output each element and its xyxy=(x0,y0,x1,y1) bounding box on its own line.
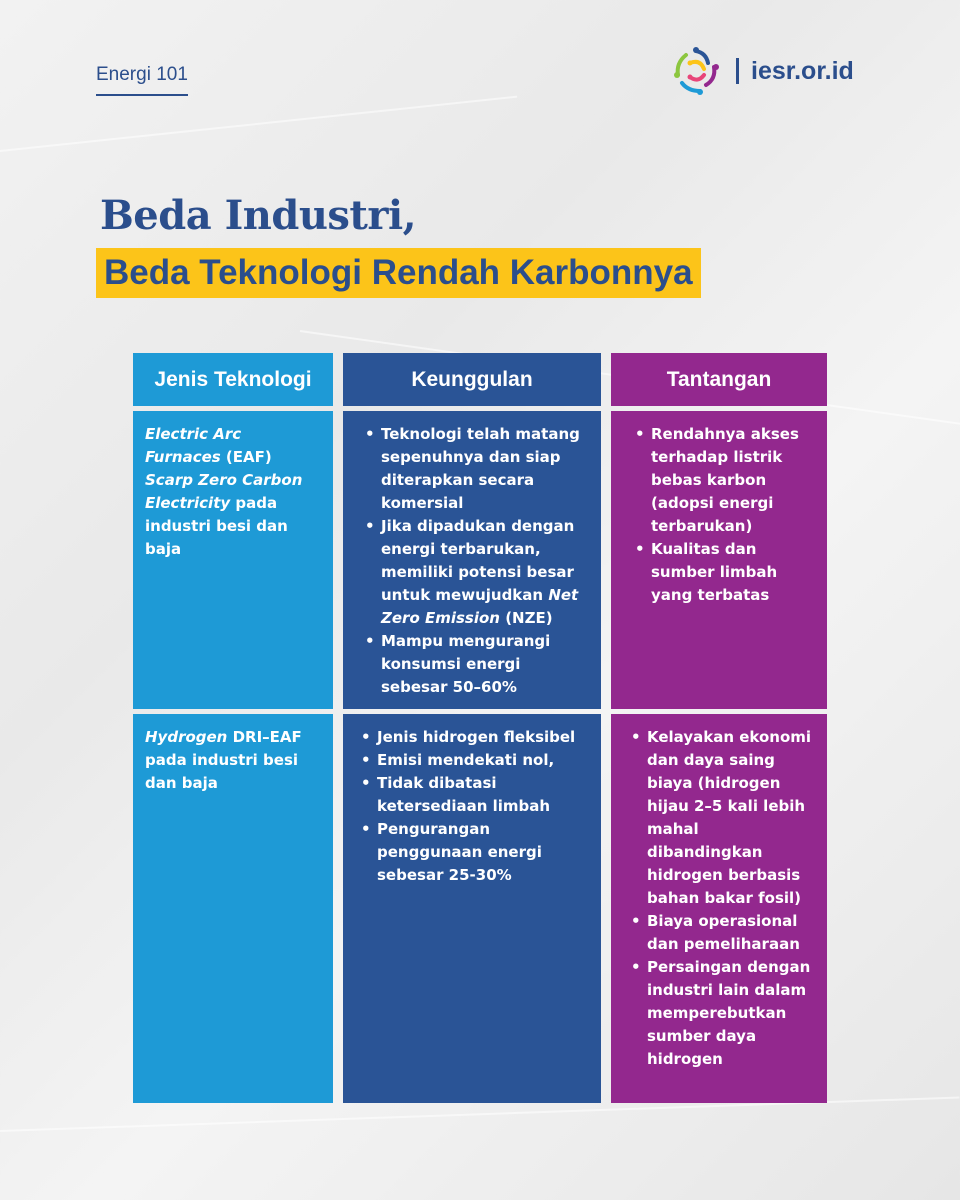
brand xyxy=(670,46,854,96)
header-jenis-teknologi xyxy=(133,353,333,406)
header-label: Tantangan xyxy=(666,367,772,391)
row1-technology xyxy=(133,411,333,709)
site-url[interactable]: iesr.or.id xyxy=(751,56,854,85)
list-item: • Persaingan dengan industri lain dalam memperebutkan sumber daya hidrogen xyxy=(631,956,817,1071)
list-item: • Mampu mengurangi konsumsi energi sebesar 50–60% xyxy=(365,630,587,699)
challenges-list xyxy=(635,423,815,607)
row2-technology xyxy=(133,714,333,1103)
advantages-list xyxy=(365,423,587,699)
list-item xyxy=(365,515,587,630)
tech-name-italic: Hydrogen xyxy=(145,728,228,746)
challenges-list xyxy=(631,726,817,1071)
list-item: • Rendahnya akses terhadap listrik bebas karbon (adopsi energi terbarukan) xyxy=(635,423,815,538)
header-label: Keunggulan xyxy=(411,367,533,391)
list-item-italic: Net Zero Emission xyxy=(381,586,579,627)
brand-separator xyxy=(736,58,739,84)
row2-challenges xyxy=(611,714,827,1103)
row1-advantages xyxy=(343,411,601,709)
title-line-2-highlight xyxy=(96,248,701,298)
tech-text: (EAF) xyxy=(220,448,272,466)
tech-text: DRI–EAF pada industri besi dan baja xyxy=(145,728,302,792)
iesr-logo-icon xyxy=(670,45,722,97)
header-tantangan xyxy=(611,353,827,406)
list-item: • Jenis hidrogen fleksibel xyxy=(361,726,587,749)
title-line-2: Beda Teknologi Rendah Karbonnya xyxy=(104,253,693,292)
title-line-1: Beda Industri, xyxy=(100,192,417,239)
list-item-text: Jika dipadukan dengan energi terbarukan, memiliki potensi besar untuk mewujudkan xyxy=(381,517,575,604)
list-item: • Tidak dibatasi ketersediaan limbah xyxy=(361,772,587,818)
list-item: • Emisi mendekati nol, xyxy=(361,749,587,772)
tech-name-italic: Electric Arc Furnaces xyxy=(145,425,242,466)
row2-advantages xyxy=(343,714,601,1103)
list-item-text: (NZE) xyxy=(499,609,553,627)
list-item: • Pengurangan penggunaan energi sebesar 25-30% xyxy=(361,818,587,887)
tech-name-italic: Scarp Zero Carbon Electricity xyxy=(145,471,303,512)
list-item: • Teknologi telah matang sepenuhnya dan siap diterapkan secara komersial xyxy=(365,423,587,515)
row1-challenges xyxy=(611,411,827,709)
section-tag: Energi 101 xyxy=(96,64,188,96)
paper-crease xyxy=(0,96,517,152)
tech-text: pada industri besi dan baja xyxy=(145,494,288,558)
header-keunggulan xyxy=(343,353,601,406)
list-item: • Biaya operasional dan pemeliharaan xyxy=(631,910,817,956)
list-item: • Kualitas dan sumber limbah yang terbatas xyxy=(635,538,815,607)
header-label: Jenis Teknologi xyxy=(154,367,312,391)
advantages-list xyxy=(361,726,587,887)
list-item: • Kelayakan ekonomi dan daya saing biaya (hidrogen hijau 2–5 kali lebih mahal dibandingkan hidrogen berbasis bahan bakar fosil) xyxy=(631,726,817,910)
